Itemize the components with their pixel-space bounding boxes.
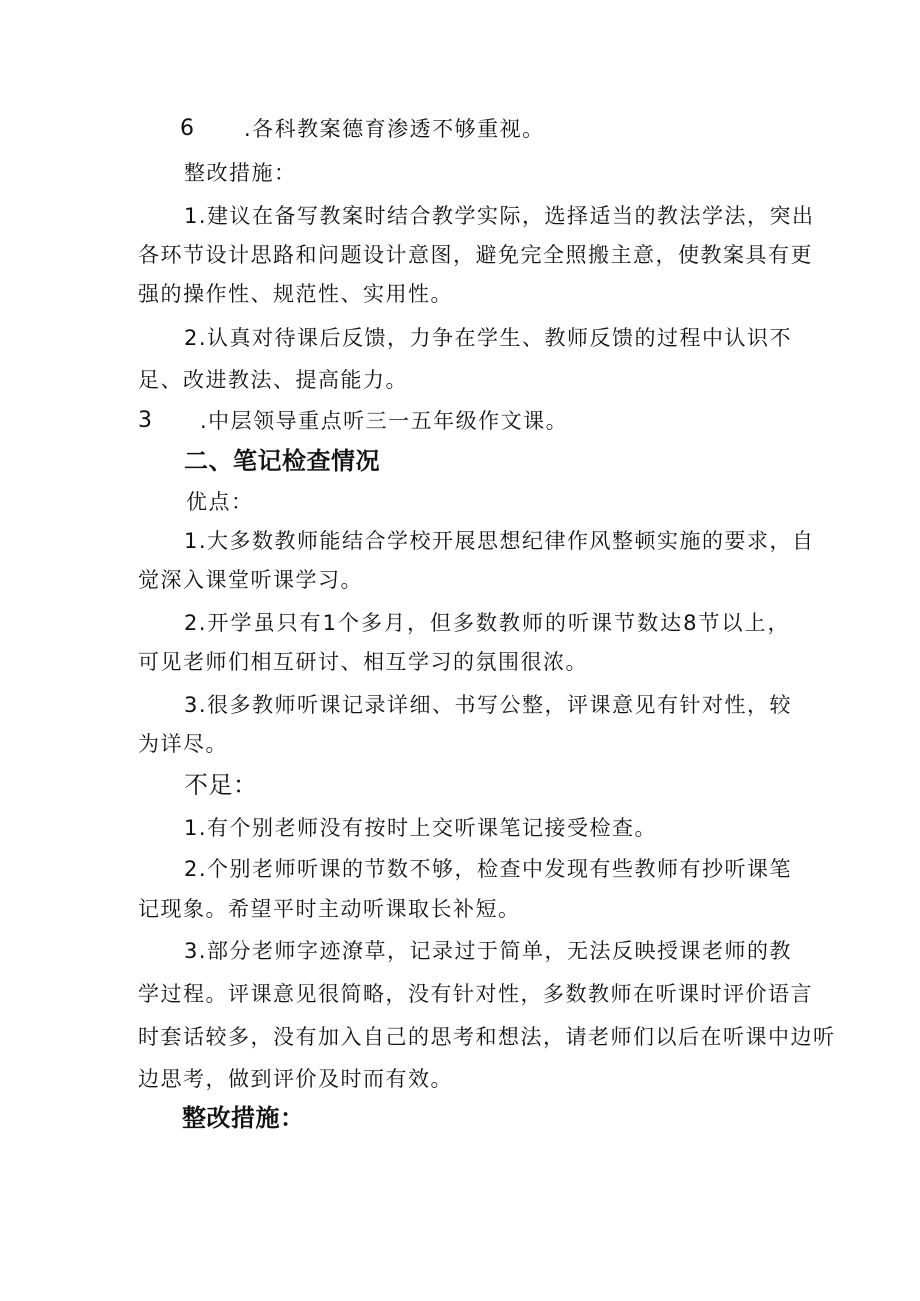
paragraph-line: 学过程。评课意见很简略，没有针对性，多数教师在听课时评价语言 xyxy=(138,982,813,1006)
paragraph-line: 时套话较多，没有加入自己的思考和想法，请老师们以后在听课中边听 xyxy=(138,1025,836,1049)
shortcomings-label: 不足： xyxy=(184,771,258,799)
paragraph-line: 各环节设计思路和问题设计意图，避免完全照搬主意，使教案具有更 xyxy=(138,243,813,267)
paragraph-line: 3.部分老师字迹潦草，记录过于简单，无法反映授课老师的教 xyxy=(184,939,793,963)
advantages-label: 优点： xyxy=(186,490,254,514)
paragraph-line: 足、改进教法、提高能力。 xyxy=(138,368,408,392)
paragraph-line: 记现象。希望平时主动听课取长补短。 xyxy=(138,897,521,921)
paragraph-line: 1.有个别老师没有按时上交听课笔记接受检查。 xyxy=(184,816,658,840)
item-number: 6 xyxy=(180,116,194,141)
item-number: 3 xyxy=(138,408,152,433)
paragraph-line: 3.很多教师听课记录详细、书写公整，评课意见有针对性，较 xyxy=(184,693,793,717)
item-text: .中层领导重点听三一五年级作文课。 xyxy=(200,409,569,433)
paragraph-line: 1.建议在备写教案时结合教学实际，选择适当的教法学法，突出 xyxy=(184,204,815,228)
item-text: .各科教案德育渗透不够重视。 xyxy=(244,117,545,141)
paragraph-line: 2.个别老师听课的节数不够，检查中发现有些教师有抄听课笔 xyxy=(184,857,793,881)
rectify-label: 整改措施： xyxy=(184,161,297,185)
paragraph-line: 可见老师们相互研讨、相互学习的氛围很浓。 xyxy=(138,650,588,674)
paragraph-line: 1.大多数教师能结合学校开展思想纪律作风整顿实施的要求，自 xyxy=(184,529,815,553)
paragraph-line: 边思考，做到评价及时而有效。 xyxy=(138,1067,453,1091)
paragraph-line: 觉深入课堂听课学习。 xyxy=(138,568,363,592)
section-title: 二、笔记检查情况 xyxy=(184,447,380,475)
paragraph-line: 为详尽。 xyxy=(138,732,228,756)
paragraph-line: 2.开学虽只有1个多月，但多数教师的听课节数达8节以上， xyxy=(184,611,790,635)
paragraph-line: 2.认真对待课后反馈，力争在学生、教师反馈的过程中认识不 xyxy=(184,326,793,350)
rectify-label: 整改措施： xyxy=(182,1104,305,1132)
paragraph-line: 强的操作性、规范性、实用性。 xyxy=(138,282,453,306)
